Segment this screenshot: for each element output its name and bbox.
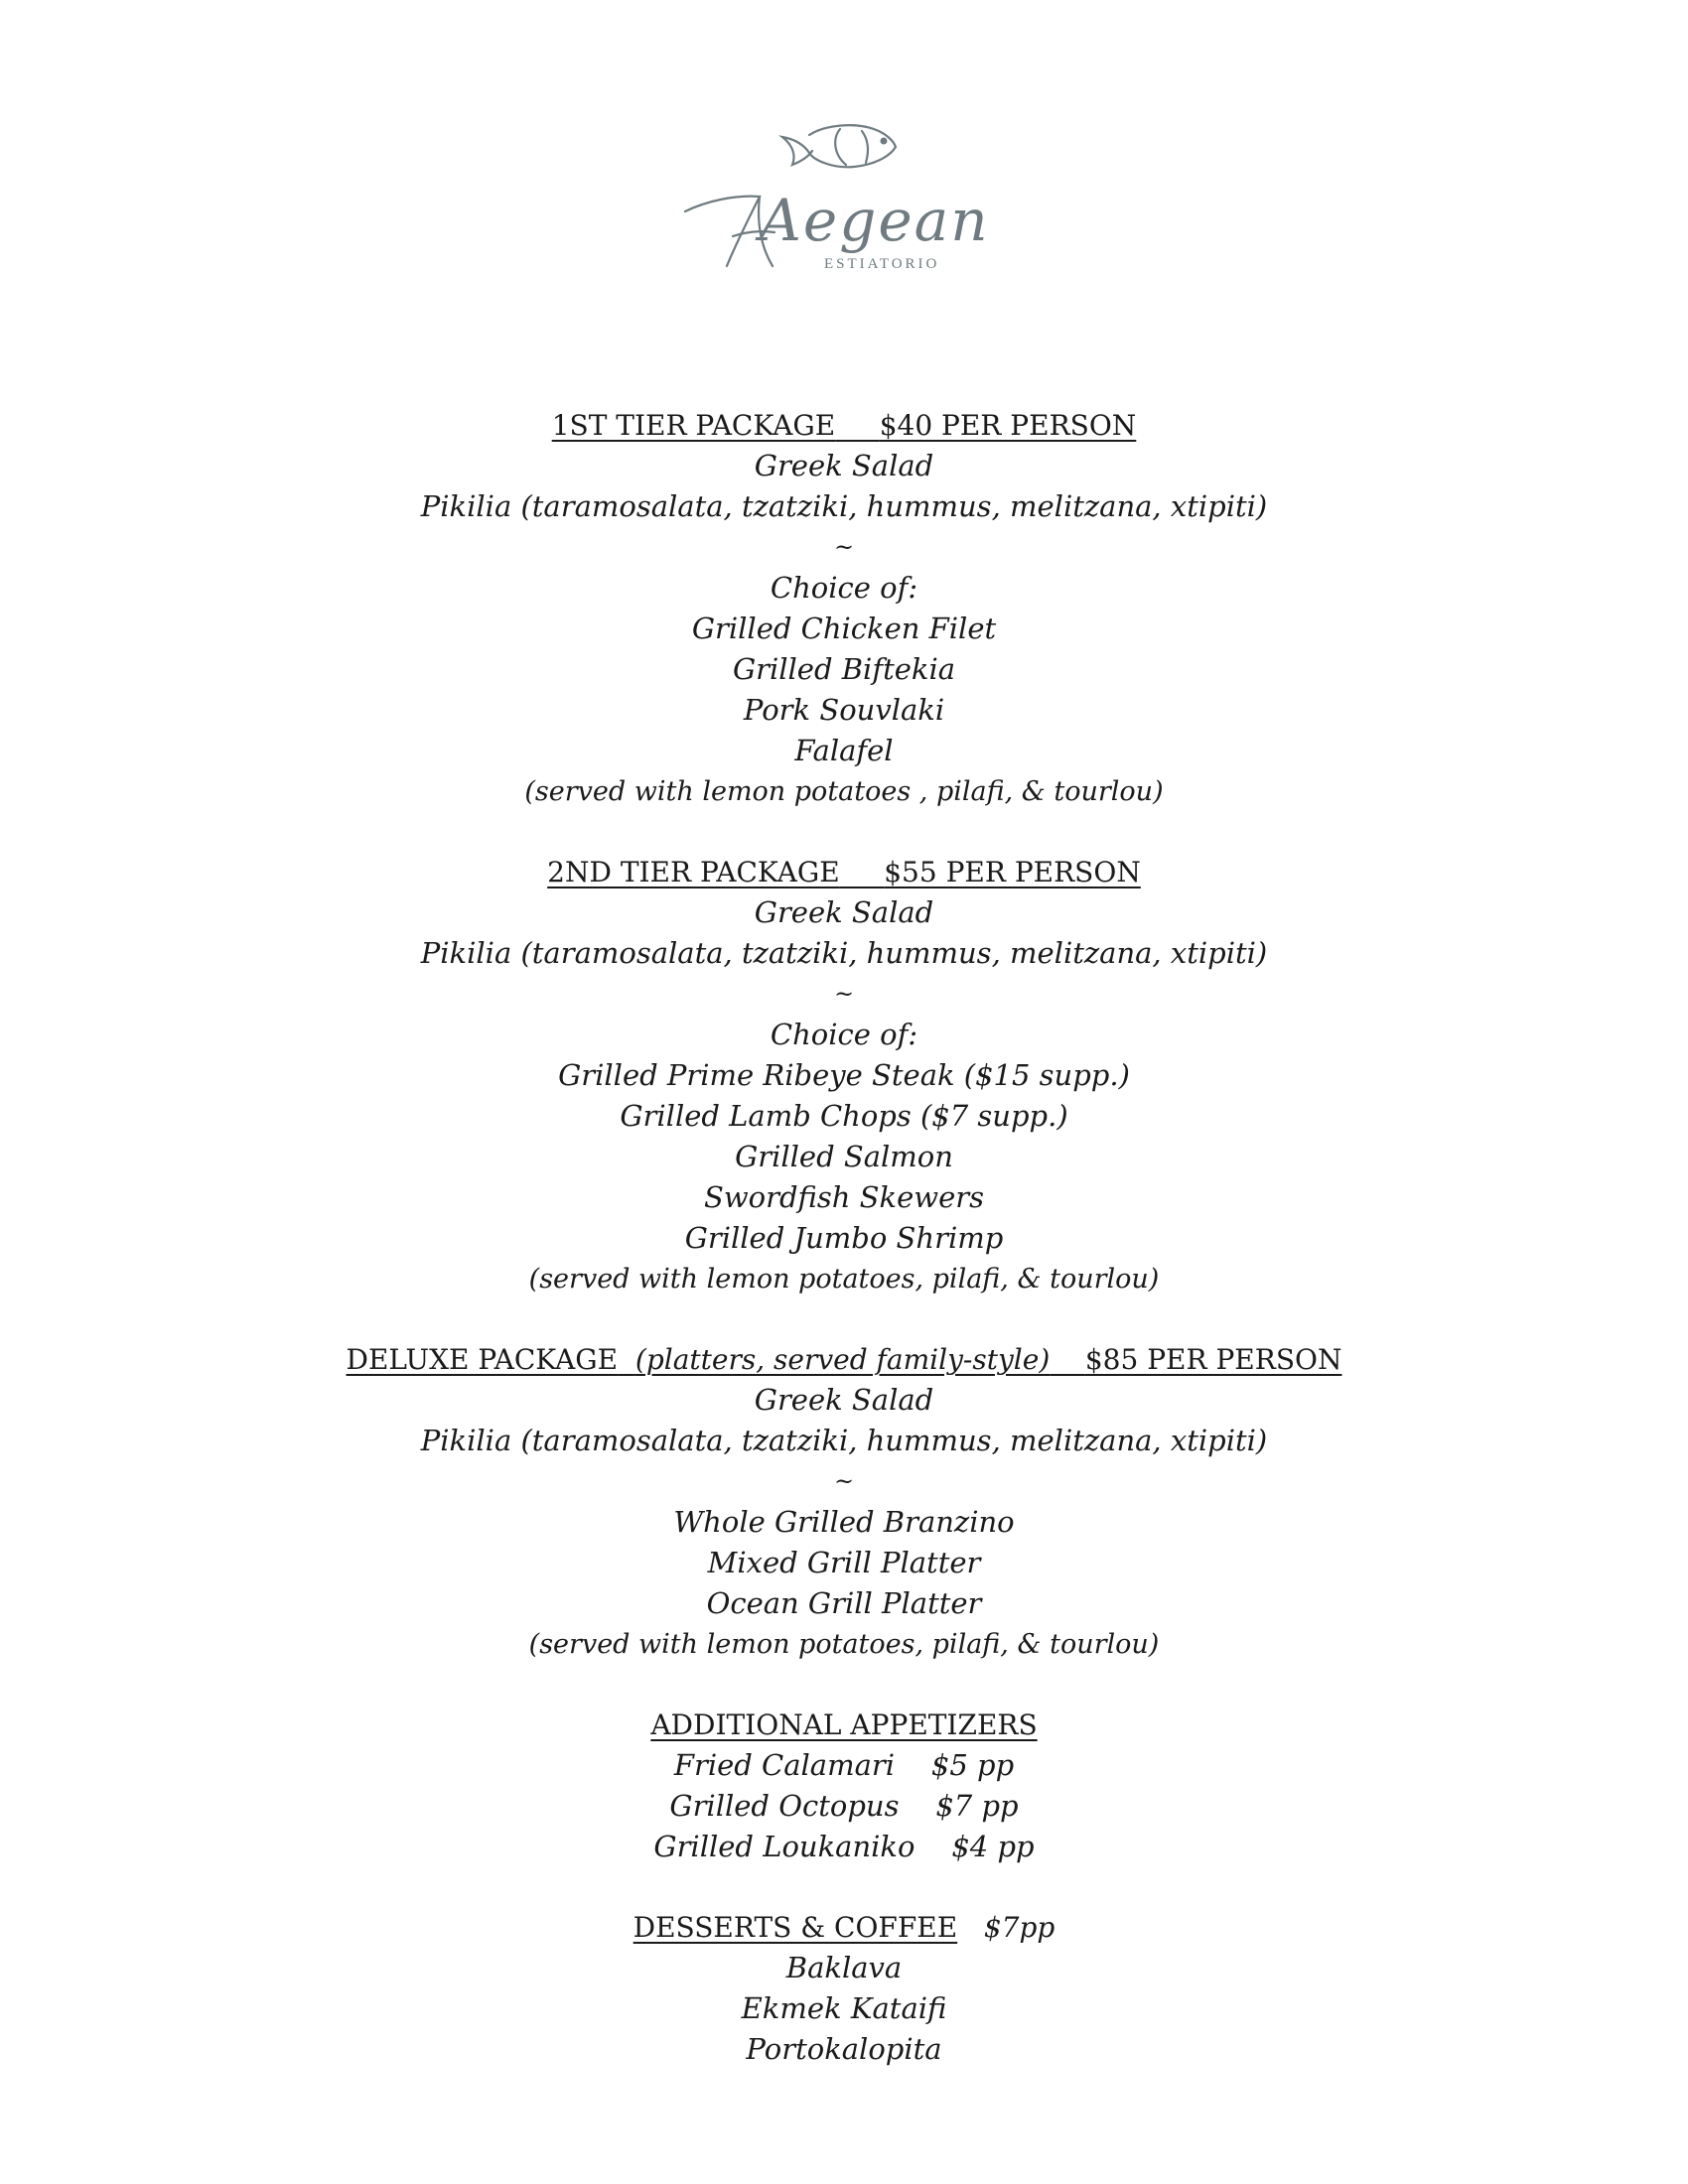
deluxe-heading — [0, 1339, 1688, 1380]
appetizer-price: $5 pp — [930, 1748, 1015, 1782]
tier1-price: $40 PER PERSON — [879, 409, 1137, 442]
menu-item: Grilled Prime Ribeye Steak ($15 supp.) — [558, 1058, 1130, 1092]
menu-item: Grilled Chicken Filet — [691, 612, 997, 645]
menu-item: Ocean Grill Platter — [706, 1586, 982, 1620]
desserts-heading — [0, 1907, 1688, 1948]
deluxe-title: DELUXE PACKAGE — [346, 1343, 619, 1376]
appetizer-price: $7 pp — [935, 1789, 1019, 1823]
desserts-title: DESSERTS & COFFEE — [633, 1911, 958, 1944]
divider-tilde: ~ — [833, 980, 855, 1008]
menu-item: Mixed Grill Platter — [707, 1546, 981, 1579]
deluxe-price: $85 PER PERSON — [1084, 1343, 1342, 1376]
deluxe-note: (platters, served family-style) — [634, 1343, 1051, 1376]
menu-item: Pork Souvlaki — [743, 693, 945, 727]
divider-tilde: ~ — [833, 1467, 855, 1495]
desserts-price: $7pp — [983, 1911, 1055, 1944]
menu-content — [0, 405, 1688, 2070]
appetizer-price: $4 pp — [951, 1830, 1035, 1863]
dessert-item: Baklava — [785, 1951, 903, 1984]
menu-item: Greek Salad — [754, 1383, 934, 1417]
logo-subtitle: ESTIATORIO — [824, 256, 940, 272]
menu-item: Grilled Salmon — [735, 1140, 953, 1173]
dessert-item: Portokalopita — [746, 2032, 942, 2066]
logo-wordmark: Aegean — [760, 187, 990, 254]
dessert-item: Ekmek Kataifi — [741, 1991, 947, 2025]
appetizer-name: Fried Calamari — [673, 1748, 896, 1782]
tier1-heading — [0, 405, 1688, 446]
tier1-title: 1ST TIER PACKAGE — [551, 409, 836, 442]
tier2-heading — [0, 852, 1688, 892]
menu-item: Whole Grilled Branzino — [673, 1505, 1015, 1539]
menu-item: Swordfish Skewers — [703, 1180, 985, 1214]
appetizer-name: Grilled Octopus — [669, 1789, 900, 1823]
menu-item: Pikilia (taramosalata, tzatziki, hummus, melitzana, xtipiti) — [420, 936, 1268, 970]
served-with-note: (served with lemon potatoes, pilafi, & tourlou) — [528, 1629, 1160, 1660]
menu-item: Greek Salad — [754, 895, 934, 929]
menu-item: Grilled Biftekia — [732, 652, 956, 686]
menu-item: Grilled Lamb Chops ($7 supp.) — [620, 1099, 1068, 1133]
served-with-note: (served with lemon potatoes, pilafi, & tourlou) — [528, 1264, 1160, 1295]
divider-tilde: ~ — [833, 533, 855, 561]
tier2-title: 2ND TIER PACKAGE — [547, 856, 840, 888]
served-with-note: (served with lemon potatoes , pilafi, & tourlou) — [524, 776, 1164, 807]
menu-item: Grilled Jumbo Shrimp — [684, 1221, 1004, 1255]
appetizer-item — [0, 1827, 1688, 1867]
menu-item: Pikilia (taramosalata, tzatziki, hummus, melitzana, xtipiti) — [420, 1424, 1268, 1457]
tier2-price: $55 PER PERSON — [884, 856, 1141, 888]
appetizers-heading — [0, 1705, 1688, 1745]
choice-label: Choice of: — [770, 1018, 918, 1051]
menu-item: Greek Salad — [754, 449, 934, 482]
appetizer-item — [0, 1786, 1688, 1827]
appetizer-name: Grilled Loukaniko — [653, 1830, 915, 1863]
menu-item: Falafel — [794, 734, 894, 767]
menu-item: Pikilia (taramosalata, tzatziki, hummus, melitzana, xtipiti) — [420, 489, 1268, 523]
appetizer-item — [0, 1745, 1688, 1786]
choice-label: Choice of: — [770, 571, 918, 605]
appetizers-title: ADDITIONAL APPETIZERS — [650, 1708, 1038, 1741]
restaurant-logo — [665, 117, 993, 291]
